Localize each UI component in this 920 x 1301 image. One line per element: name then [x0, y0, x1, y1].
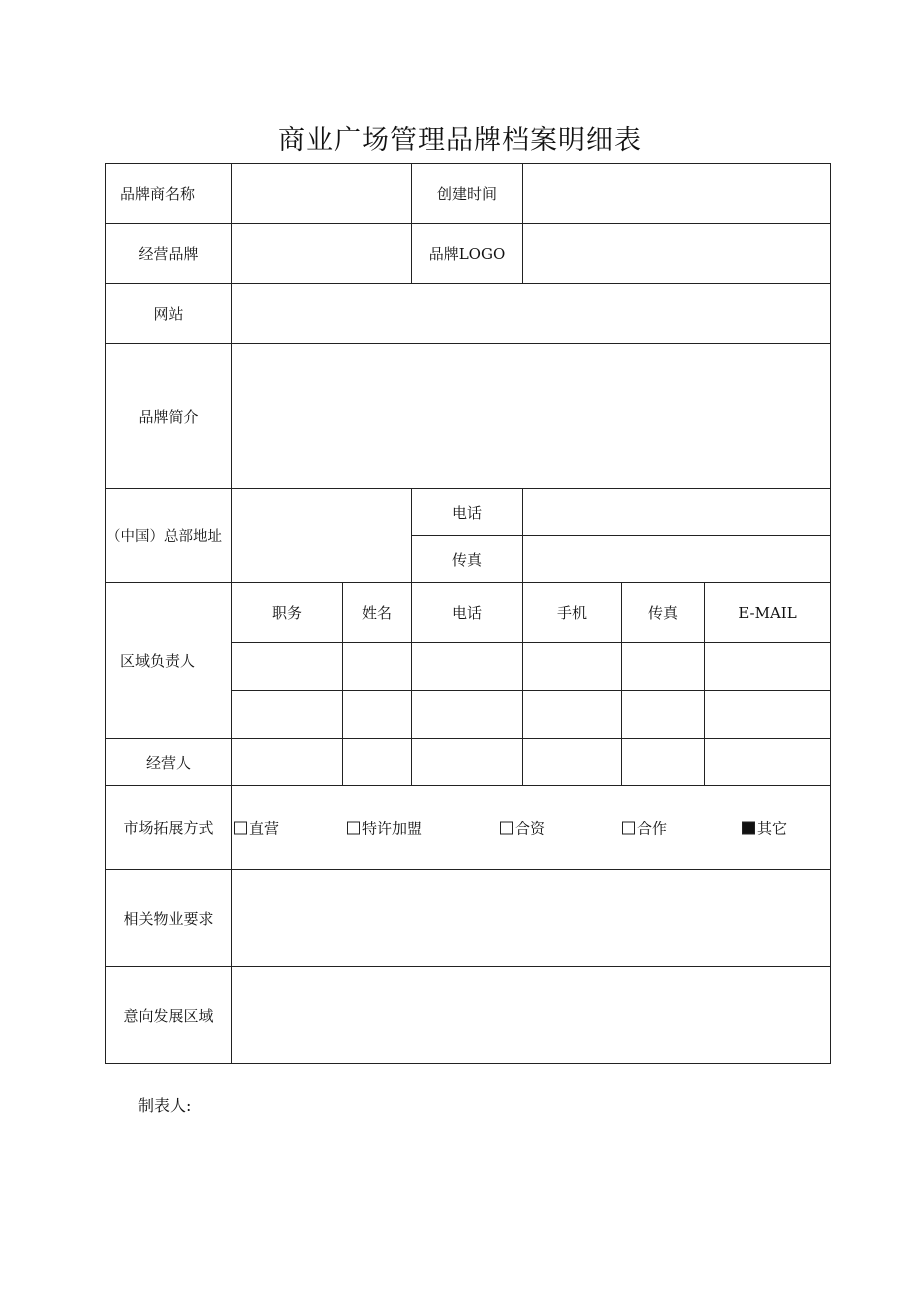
field-target-regions[interactable]: [232, 967, 831, 1064]
label-website: 网站: [106, 284, 232, 344]
cell-email[interactable]: [705, 643, 831, 691]
field-hq-address[interactable]: [232, 489, 412, 583]
label-property-requirements: 相关物业要求: [106, 870, 232, 967]
checkbox-icon[interactable]: [500, 821, 513, 834]
label-target-regions: 意向发展区域: [106, 967, 232, 1064]
cell-name[interactable]: [343, 691, 412, 739]
option-franchise[interactable]: 特许加盟: [347, 817, 422, 838]
field-brand-company-name[interactable]: [232, 164, 412, 224]
header-phone: 电话: [412, 583, 523, 643]
option-other[interactable]: 其它: [742, 817, 787, 838]
label-market-expansion: 市场拓展方式: [106, 786, 232, 870]
prepared-by-label: 制表人:: [138, 1096, 192, 1115]
field-fax[interactable]: [523, 536, 831, 583]
cell-mobile[interactable]: [523, 643, 622, 691]
label-operated-brand: 经营品牌: [106, 224, 232, 284]
field-phone[interactable]: [523, 489, 831, 536]
checkbox-icon[interactable]: [234, 821, 247, 834]
cell-fax[interactable]: [622, 643, 705, 691]
checkbox-checked-icon[interactable]: [742, 821, 755, 834]
checkbox-icon[interactable]: [622, 821, 635, 834]
cell-fax[interactable]: [622, 691, 705, 739]
label-hq-address: （中国）总部地址: [106, 489, 232, 583]
label-created-time: 创建时间: [412, 164, 523, 224]
label-fax: 传真: [412, 536, 523, 583]
field-brand-intro[interactable]: [232, 344, 831, 489]
row-brand-intro: [106, 344, 831, 489]
brand-archive-table: [105, 163, 831, 1064]
option-direct[interactable]: 直营: [234, 817, 279, 838]
field-property-requirements[interactable]: [232, 870, 831, 967]
cell-position[interactable]: [232, 643, 343, 691]
cell-phone[interactable]: [412, 739, 523, 786]
label-brand-logo: 品牌LOGO: [412, 224, 523, 284]
label-brand-intro: 品牌简介: [106, 344, 232, 489]
row-target-regions: [106, 967, 831, 1064]
header-email: E-MAIL: [705, 583, 831, 643]
cell-email[interactable]: [705, 691, 831, 739]
option-cooperation[interactable]: 合作: [622, 817, 667, 838]
header-position: 职务: [232, 583, 343, 643]
cell-name[interactable]: [343, 739, 412, 786]
cell-fax[interactable]: [622, 739, 705, 786]
cell-mobile[interactable]: [523, 691, 622, 739]
option-joint-venture[interactable]: 合资: [500, 817, 545, 838]
cell-mobile[interactable]: [523, 739, 622, 786]
cell-position[interactable]: [232, 739, 343, 786]
expansion-options: [232, 786, 831, 870]
field-brand-logo[interactable]: [523, 224, 831, 284]
header-name: 姓名: [343, 583, 412, 643]
row-operator: [106, 739, 831, 786]
label-regional-manager: 区域负责人: [106, 583, 232, 739]
page-title: 商业广场管理品牌档案明细表: [278, 125, 642, 156]
label-phone: 电话: [412, 489, 523, 536]
label-brand-company-name: 品牌商名称: [106, 164, 232, 224]
field-created-time[interactable]: [523, 164, 831, 224]
row-contact-headers: [106, 583, 831, 643]
cell-phone[interactable]: [412, 643, 523, 691]
header-mobile: 手机: [523, 583, 622, 643]
checkbox-icon[interactable]: [347, 821, 360, 834]
cell-name[interactable]: [343, 643, 412, 691]
header-fax: 传真: [622, 583, 705, 643]
row-property-requirements: [106, 870, 831, 967]
cell-email[interactable]: [705, 739, 831, 786]
cell-position[interactable]: [232, 691, 343, 739]
row-operated-brand: [106, 224, 831, 284]
cell-phone[interactable]: [412, 691, 523, 739]
row-market-expansion: [106, 786, 831, 870]
row-hq-phone: [106, 489, 831, 536]
label-operator: 经营人: [106, 739, 232, 786]
row-brand-company: [106, 164, 831, 224]
field-website[interactable]: [232, 284, 831, 344]
row-website: [106, 284, 831, 344]
field-operated-brand[interactable]: [232, 224, 412, 284]
